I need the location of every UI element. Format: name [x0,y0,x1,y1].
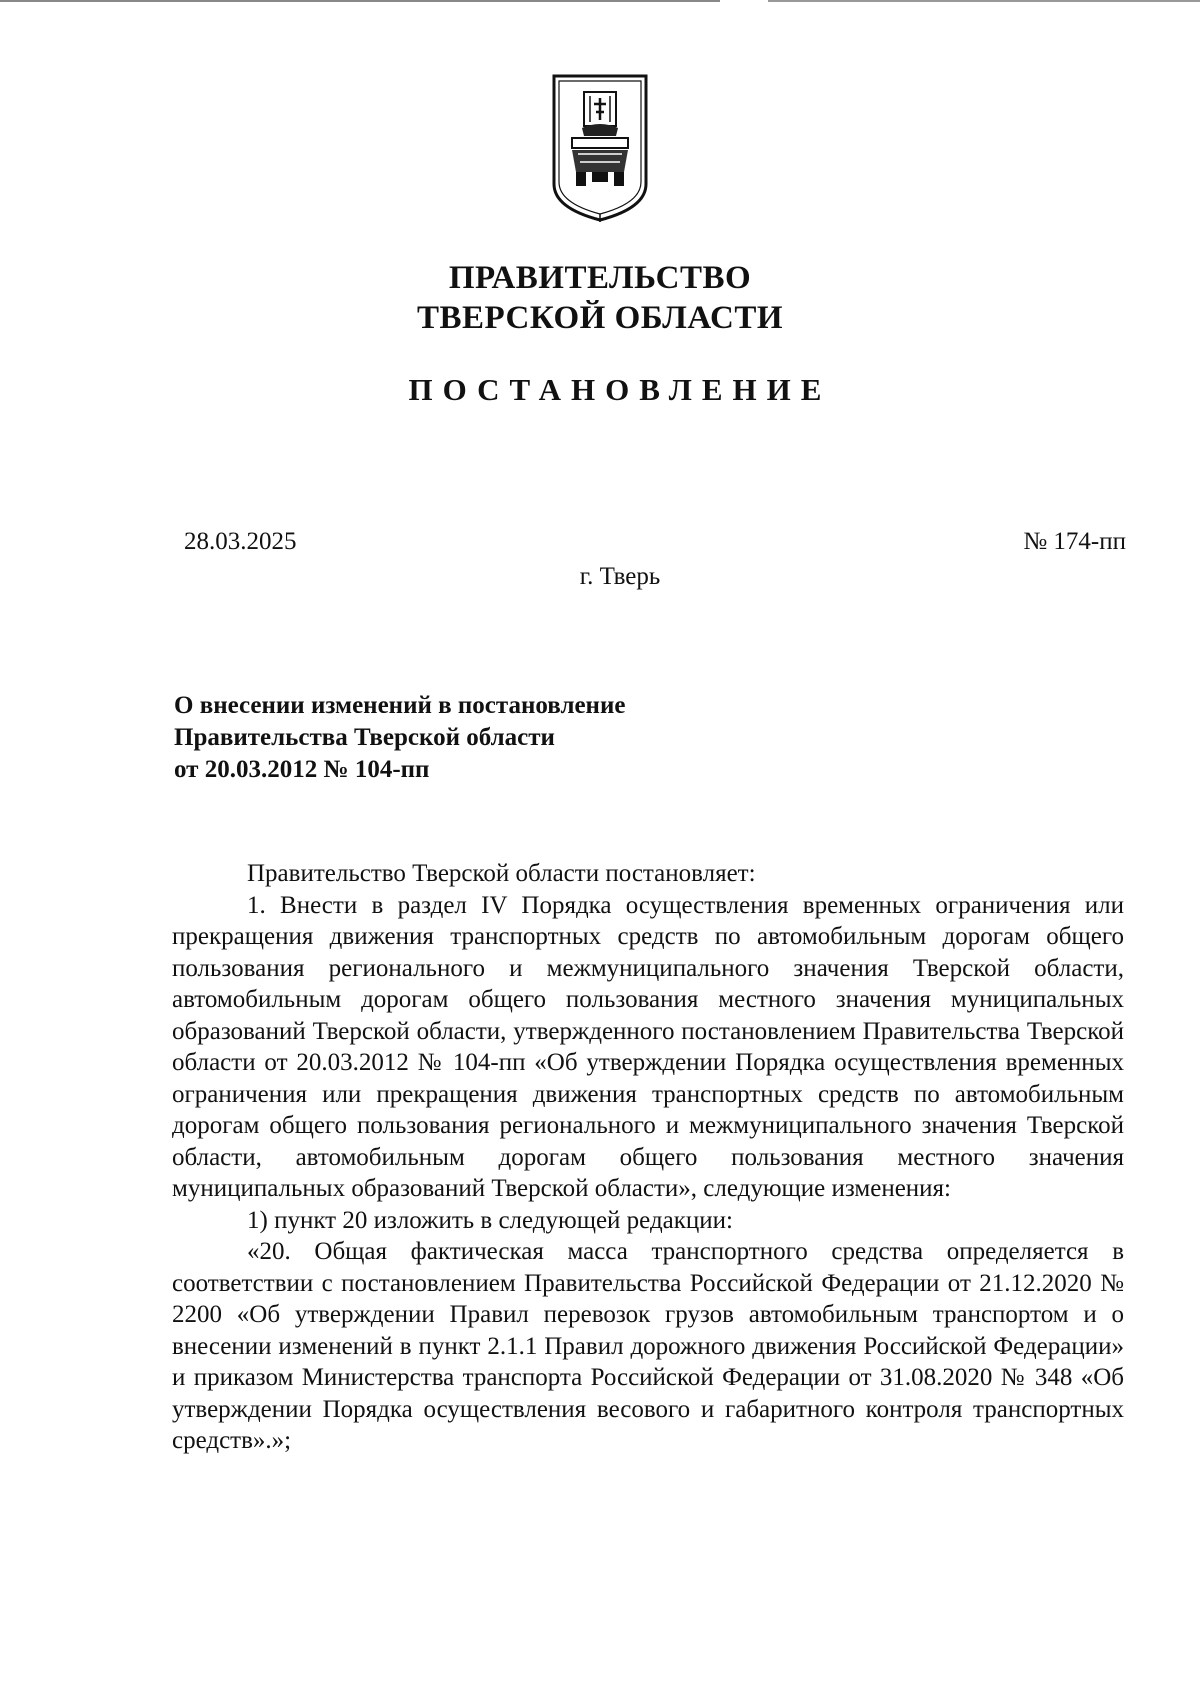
document-body [172,858,1124,1457]
subject-line2: Правительства Тверской области [174,724,555,751]
government-title-line1: ПРАВИТЕЛЬСТВО [448,260,752,296]
body-paragraph-preamble: Правительство Тверской области постановляет: [247,860,756,887]
government-title [0,258,1200,338]
document-subject [174,690,625,786]
document-number: № 174-пп [1023,528,1126,555]
subject-line3: от 20.03.2012 № 104-пп [174,756,430,783]
body-paragraph-subitem-1: 1) пункт 20 изложить в следующей редакции: [247,1206,733,1234]
subject-line1: О внесении изменений в постановление [174,692,626,719]
document-city: г. Тверь [579,563,661,590]
body-paragraph-point-20: «20. Общая фактическая масса транспортного средства определяется в соответствии с постановлением Правительства Российской Федерации от 21.12.2020 № 2200 «Об утверждении Правил перевозок грузов автомобильным транспортом и о внесении изменений в пункт 2.1.1 Правил дорожного движения Российской Федерации» и приказом Министерства транспорта Российской Федерации от 31.08.2020 № 348 «Об утверждении Порядка осуществления весового и габаритного контроля транспортных средств».»; [172,1238,1124,1454]
document-type: ПОСТАНОВЛЕНИЕ [408,372,832,407]
government-title-line2: ТВЕРСКОЙ ОБЛАСТИ [416,300,784,336]
document-date: 28.03.2025 [184,528,297,555]
body-paragraph-item-1: 1. Внести в раздел IV Порядка осуществления временных ограничения или прекращения движения транспортных средств по автомобильным дорогам общего пользования регионального и межмуниципального значения Тверской области, автомобильным дорогам общего пользования местного значения муниципальных образований Тверской области, утвержденного постановлением Правительства Тверской области от 20.03.2012 № 104-пп «Об утверждении Порядка осуществления временных ограничения или прекращения движения транспортных средств по автомобильным дорогам общего пользования регионального и межмуниципального значения Тверской области, автомобильным дорогам общего пользования местного значения муниципальных образований Тверской области», следующие изменения: [172,891,1124,1202]
coat-of-arms-icon [550,72,650,224]
scan-edge-line [0,0,1200,2]
